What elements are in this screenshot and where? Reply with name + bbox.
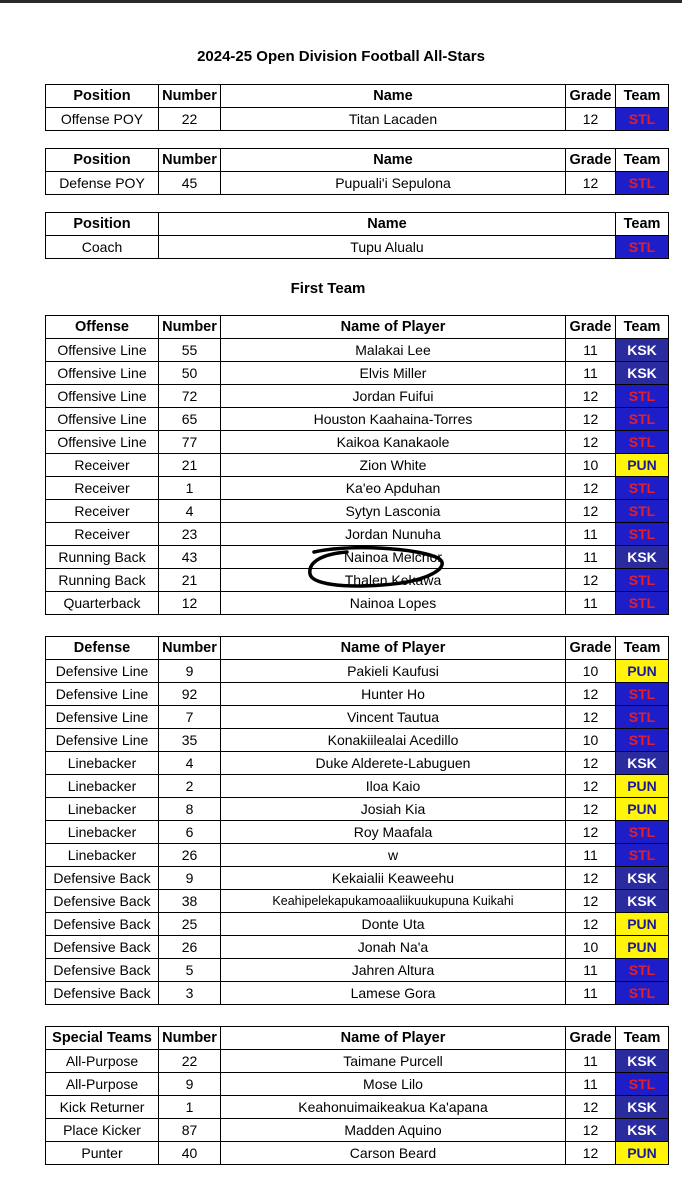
name-cell: w: [221, 844, 566, 867]
grade-cell: 10: [566, 936, 616, 959]
offense-poy-table: [45, 84, 669, 131]
grade-cell: 12: [566, 408, 616, 431]
position-cell: Offense POY: [46, 108, 159, 131]
header-name: Name: [221, 149, 566, 172]
grade-cell: 11: [566, 1050, 616, 1073]
position-cell: Defensive Line: [46, 706, 159, 729]
position-cell: Offensive Line: [46, 385, 159, 408]
grade-cell: 11: [566, 362, 616, 385]
number-cell: 26: [159, 936, 221, 959]
header-row: [46, 85, 669, 108]
team-badge: KSK: [616, 867, 669, 890]
table-row: [46, 172, 669, 195]
grade-cell: 11: [566, 982, 616, 1005]
grade-cell: 12: [566, 500, 616, 523]
grade-cell: 12: [566, 108, 616, 131]
table-row: [46, 890, 669, 913]
position-cell: Defensive Back: [46, 936, 159, 959]
team-badge: STL: [616, 477, 669, 500]
name-cell: Josiah Kia: [221, 798, 566, 821]
page-title: 2024-25 Open Division Football All-Stars: [197, 48, 485, 65]
table-row: [46, 982, 669, 1005]
team-badge: STL: [616, 172, 669, 195]
table-row: [46, 775, 669, 798]
position-cell: Linebacker: [46, 798, 159, 821]
name-cell: Ka'eo Apduhan: [221, 477, 566, 500]
table-row: [46, 729, 669, 752]
number-cell: 92: [159, 683, 221, 706]
number-cell: 40: [159, 1142, 221, 1165]
circle-stroke: [310, 548, 442, 586]
position-cell: Running Back: [46, 569, 159, 592]
grade-cell: 12: [566, 683, 616, 706]
team-badge: STL: [616, 500, 669, 523]
team-badge: STL: [616, 729, 669, 752]
table-row: [46, 936, 669, 959]
table-row: [46, 108, 669, 131]
name-cell: Konakiilealai Acedillo: [221, 729, 566, 752]
number-cell: 9: [159, 1073, 221, 1096]
name-cell: Donte Uta: [221, 913, 566, 936]
number-cell: 4: [159, 500, 221, 523]
position-cell: Defensive Line: [46, 660, 159, 683]
position-cell: Defensive Back: [46, 913, 159, 936]
name-cell: Madden Aquino: [221, 1119, 566, 1142]
team-badge: STL: [616, 408, 669, 431]
position-cell: Offensive Line: [46, 431, 159, 454]
number-cell: 4: [159, 752, 221, 775]
position-cell: All-Purpose: [46, 1073, 159, 1096]
header-team: Team: [616, 149, 669, 172]
number-cell: 7: [159, 706, 221, 729]
team-badge: STL: [616, 431, 669, 454]
number-cell: 1: [159, 1096, 221, 1119]
number-cell: 43: [159, 546, 221, 569]
number-cell: 5: [159, 959, 221, 982]
name-cell: Kaikoa Kanakaole: [221, 431, 566, 454]
header-number: Number: [159, 1027, 221, 1050]
name-cell: Zion White: [221, 454, 566, 477]
number-cell: 22: [159, 108, 221, 131]
header-grade: Grade: [566, 316, 616, 339]
name-cell: Lamese Gora: [221, 982, 566, 1005]
position-cell: Running Back: [46, 546, 159, 569]
number-cell: 65: [159, 408, 221, 431]
grade-cell: 12: [566, 821, 616, 844]
name-cell: Elvis Miller: [221, 362, 566, 385]
team-badge: STL: [616, 844, 669, 867]
position-cell: Defensive Line: [46, 683, 159, 706]
defense-table: [45, 636, 669, 1005]
number-cell: 9: [159, 660, 221, 683]
table-row: [46, 1050, 669, 1073]
number-cell: 12: [159, 592, 221, 615]
table-row: [46, 821, 669, 844]
team-badge: STL: [616, 236, 669, 259]
team-badge: PUN: [616, 775, 669, 798]
header-grade: Grade: [566, 149, 616, 172]
header-row: [46, 637, 669, 660]
team-badge: STL: [616, 1073, 669, 1096]
header-position: Defense: [46, 637, 159, 660]
table-row: [46, 752, 669, 775]
grade-cell: 12: [566, 172, 616, 195]
header-position: Position: [46, 85, 159, 108]
team-badge: STL: [616, 108, 669, 131]
name-cell: Houston Kaahaina-Torres: [221, 408, 566, 431]
team-badge: KSK: [616, 546, 669, 569]
table-row: [46, 660, 669, 683]
position-cell: Offensive Line: [46, 339, 159, 362]
team-badge: STL: [616, 982, 669, 1005]
name-cell: Jahren Altura: [221, 959, 566, 982]
number-cell: 77: [159, 431, 221, 454]
special-teams-table: [45, 1026, 669, 1165]
position-cell: Place Kicker: [46, 1119, 159, 1142]
header-position: Special Teams: [46, 1027, 159, 1050]
team-badge: PUN: [616, 936, 669, 959]
table-row: [46, 844, 669, 867]
header-row: [46, 213, 669, 236]
position-cell: Coach: [46, 236, 159, 259]
first-team-heading: First Team: [290, 280, 366, 297]
number-cell: 22: [159, 1050, 221, 1073]
grade-cell: 12: [566, 798, 616, 821]
header-grade: Grade: [566, 637, 616, 660]
number-cell: 55: [159, 339, 221, 362]
header-name: Name of Player: [221, 316, 566, 339]
table-row: [46, 959, 669, 982]
table-row: [46, 236, 669, 259]
header-team: Team: [616, 1027, 669, 1050]
number-cell: 25: [159, 913, 221, 936]
header-row: [46, 316, 669, 339]
grade-cell: 12: [566, 752, 616, 775]
table-row: [46, 867, 669, 890]
name-cell: Carson Beard: [221, 1142, 566, 1165]
number-cell: 6: [159, 821, 221, 844]
grade-cell: 11: [566, 523, 616, 546]
grade-cell: 12: [566, 431, 616, 454]
name-cell: Nainoa Melchor: [221, 546, 566, 569]
position-cell: Receiver: [46, 500, 159, 523]
name-cell: Iloa Kaio: [221, 775, 566, 798]
position-cell: Offensive Line: [46, 408, 159, 431]
coach-table: [45, 212, 669, 259]
header-number: Number: [159, 85, 221, 108]
name-cell: Thalen Kekawa: [221, 569, 566, 592]
table-row: [46, 706, 669, 729]
number-cell: 50: [159, 362, 221, 385]
grade-cell: 11: [566, 339, 616, 362]
team-badge: STL: [616, 592, 669, 615]
position-cell: Defensive Back: [46, 890, 159, 913]
team-badge: KSK: [616, 1050, 669, 1073]
name-cell: Roy Maafala: [221, 821, 566, 844]
number-cell: 1: [159, 477, 221, 500]
name-cell: Tupu Alualu: [159, 236, 616, 259]
grade-cell: 12: [566, 569, 616, 592]
name-cell: Sytyn Lasconia: [221, 500, 566, 523]
hand-drawn-circle-annotation: [302, 546, 452, 590]
grade-cell: 10: [566, 729, 616, 752]
position-cell: Linebacker: [46, 775, 159, 798]
position-cell: Kick Returner: [46, 1096, 159, 1119]
team-badge: KSK: [616, 1096, 669, 1119]
name-cell: Mose Lilo: [221, 1073, 566, 1096]
number-cell: 2: [159, 775, 221, 798]
table-row: [46, 1142, 669, 1165]
header-name: Name: [159, 213, 616, 236]
name-cell: Pakieli Kaufusi: [221, 660, 566, 683]
grade-cell: 11: [566, 1073, 616, 1096]
number-cell: 45: [159, 172, 221, 195]
grade-cell: 10: [566, 454, 616, 477]
table-row: [46, 477, 669, 500]
header-number: Number: [159, 637, 221, 660]
name-cell: Titan Lacaden: [221, 108, 566, 131]
position-cell: Linebacker: [46, 821, 159, 844]
table-row: [46, 913, 669, 936]
table-row: [46, 408, 669, 431]
team-badge: KSK: [616, 890, 669, 913]
name-cell: Hunter Ho: [221, 683, 566, 706]
header-row: [46, 149, 669, 172]
grade-cell: 12: [566, 1119, 616, 1142]
name-cell: Keahipelekapukamoaaliikuukupuna Kuikahi: [221, 890, 566, 913]
name-cell: Taimane Purcell: [221, 1050, 566, 1073]
header-team: Team: [616, 213, 669, 236]
position-cell: Punter: [46, 1142, 159, 1165]
team-badge: STL: [616, 706, 669, 729]
header-team: Team: [616, 316, 669, 339]
number-cell: 9: [159, 867, 221, 890]
name-cell: Nainoa Lopes: [221, 592, 566, 615]
position-cell: Receiver: [46, 477, 159, 500]
table-row: [46, 592, 669, 615]
number-cell: 72: [159, 385, 221, 408]
grade-cell: 12: [566, 1142, 616, 1165]
team-badge: PUN: [616, 913, 669, 936]
number-cell: 35: [159, 729, 221, 752]
number-cell: 21: [159, 569, 221, 592]
position-cell: Defensive Back: [46, 867, 159, 890]
table-row: [46, 362, 669, 385]
number-cell: 26: [159, 844, 221, 867]
number-cell: 21: [159, 454, 221, 477]
header-name: Name of Player: [221, 637, 566, 660]
grade-cell: 11: [566, 844, 616, 867]
header-team: Team: [616, 637, 669, 660]
name-cell: Malakai Lee: [221, 339, 566, 362]
table-row: [46, 431, 669, 454]
position-cell: Offensive Line: [46, 362, 159, 385]
table-row: [46, 523, 669, 546]
team-badge: STL: [616, 821, 669, 844]
grade-cell: 10: [566, 660, 616, 683]
name-cell: Jordan Nunuha: [221, 523, 566, 546]
grade-cell: 12: [566, 867, 616, 890]
team-badge: KSK: [616, 362, 669, 385]
name-cell: Duke Alderete-Labuguen: [221, 752, 566, 775]
position-cell: All-Purpose: [46, 1050, 159, 1073]
team-badge: STL: [616, 959, 669, 982]
team-badge: STL: [616, 385, 669, 408]
team-badge: PUN: [616, 454, 669, 477]
header-name: Name: [221, 85, 566, 108]
grade-cell: 11: [566, 592, 616, 615]
table-row: [46, 500, 669, 523]
team-badge: STL: [616, 569, 669, 592]
table-row: [46, 454, 669, 477]
grade-cell: 12: [566, 477, 616, 500]
header-position: Offense: [46, 316, 159, 339]
name-cell: Vincent Tautua: [221, 706, 566, 729]
grade-cell: 12: [566, 706, 616, 729]
team-badge: KSK: [616, 339, 669, 362]
position-cell: Defensive Line: [46, 729, 159, 752]
number-cell: 8: [159, 798, 221, 821]
position-cell: Receiver: [46, 454, 159, 477]
header-team: Team: [616, 85, 669, 108]
number-cell: 23: [159, 523, 221, 546]
table-row: [46, 1096, 669, 1119]
name-cell: Kekaialii Keaweehu: [221, 867, 566, 890]
team-badge: STL: [616, 523, 669, 546]
table-row: [46, 339, 669, 362]
team-badge: PUN: [616, 1142, 669, 1165]
position-cell: Defensive Back: [46, 982, 159, 1005]
position-cell: Defense POY: [46, 172, 159, 195]
header-name: Name of Player: [221, 1027, 566, 1050]
position-cell: Linebacker: [46, 752, 159, 775]
table-row: [46, 683, 669, 706]
team-badge: KSK: [616, 752, 669, 775]
header-number: Number: [159, 316, 221, 339]
name-cell: Keahonuimaikeakua Ka'apana: [221, 1096, 566, 1119]
grade-cell: 12: [566, 775, 616, 798]
top-border-line: [0, 0, 682, 3]
number-cell: 87: [159, 1119, 221, 1142]
header-number: Number: [159, 149, 221, 172]
name-cell: Jordan Fuifui: [221, 385, 566, 408]
team-badge: STL: [616, 683, 669, 706]
header-grade: Grade: [566, 1027, 616, 1050]
table-row: [46, 385, 669, 408]
grade-cell: 12: [566, 890, 616, 913]
number-cell: 3: [159, 982, 221, 1005]
header-row: [46, 1027, 669, 1050]
team-badge: PUN: [616, 660, 669, 683]
position-cell: Linebacker: [46, 844, 159, 867]
grade-cell: 11: [566, 959, 616, 982]
position-cell: Quarterback: [46, 592, 159, 615]
grade-cell: 12: [566, 385, 616, 408]
grade-cell: 12: [566, 1096, 616, 1119]
defense-poy-table: [45, 148, 669, 195]
header-position: Position: [46, 213, 159, 236]
position-cell: Receiver: [46, 523, 159, 546]
team-badge: PUN: [616, 798, 669, 821]
position-cell: Defensive Back: [46, 959, 159, 982]
header-grade: Grade: [566, 85, 616, 108]
table-row: [46, 798, 669, 821]
grade-cell: 11: [566, 546, 616, 569]
team-badge: KSK: [616, 1119, 669, 1142]
grade-cell: 12: [566, 913, 616, 936]
header-position: Position: [46, 149, 159, 172]
name-cell: Jonah Na'a: [221, 936, 566, 959]
number-cell: 38: [159, 890, 221, 913]
table-row: [46, 1073, 669, 1096]
table-row: [46, 1119, 669, 1142]
name-cell: Pupuali'i Sepulona: [221, 172, 566, 195]
